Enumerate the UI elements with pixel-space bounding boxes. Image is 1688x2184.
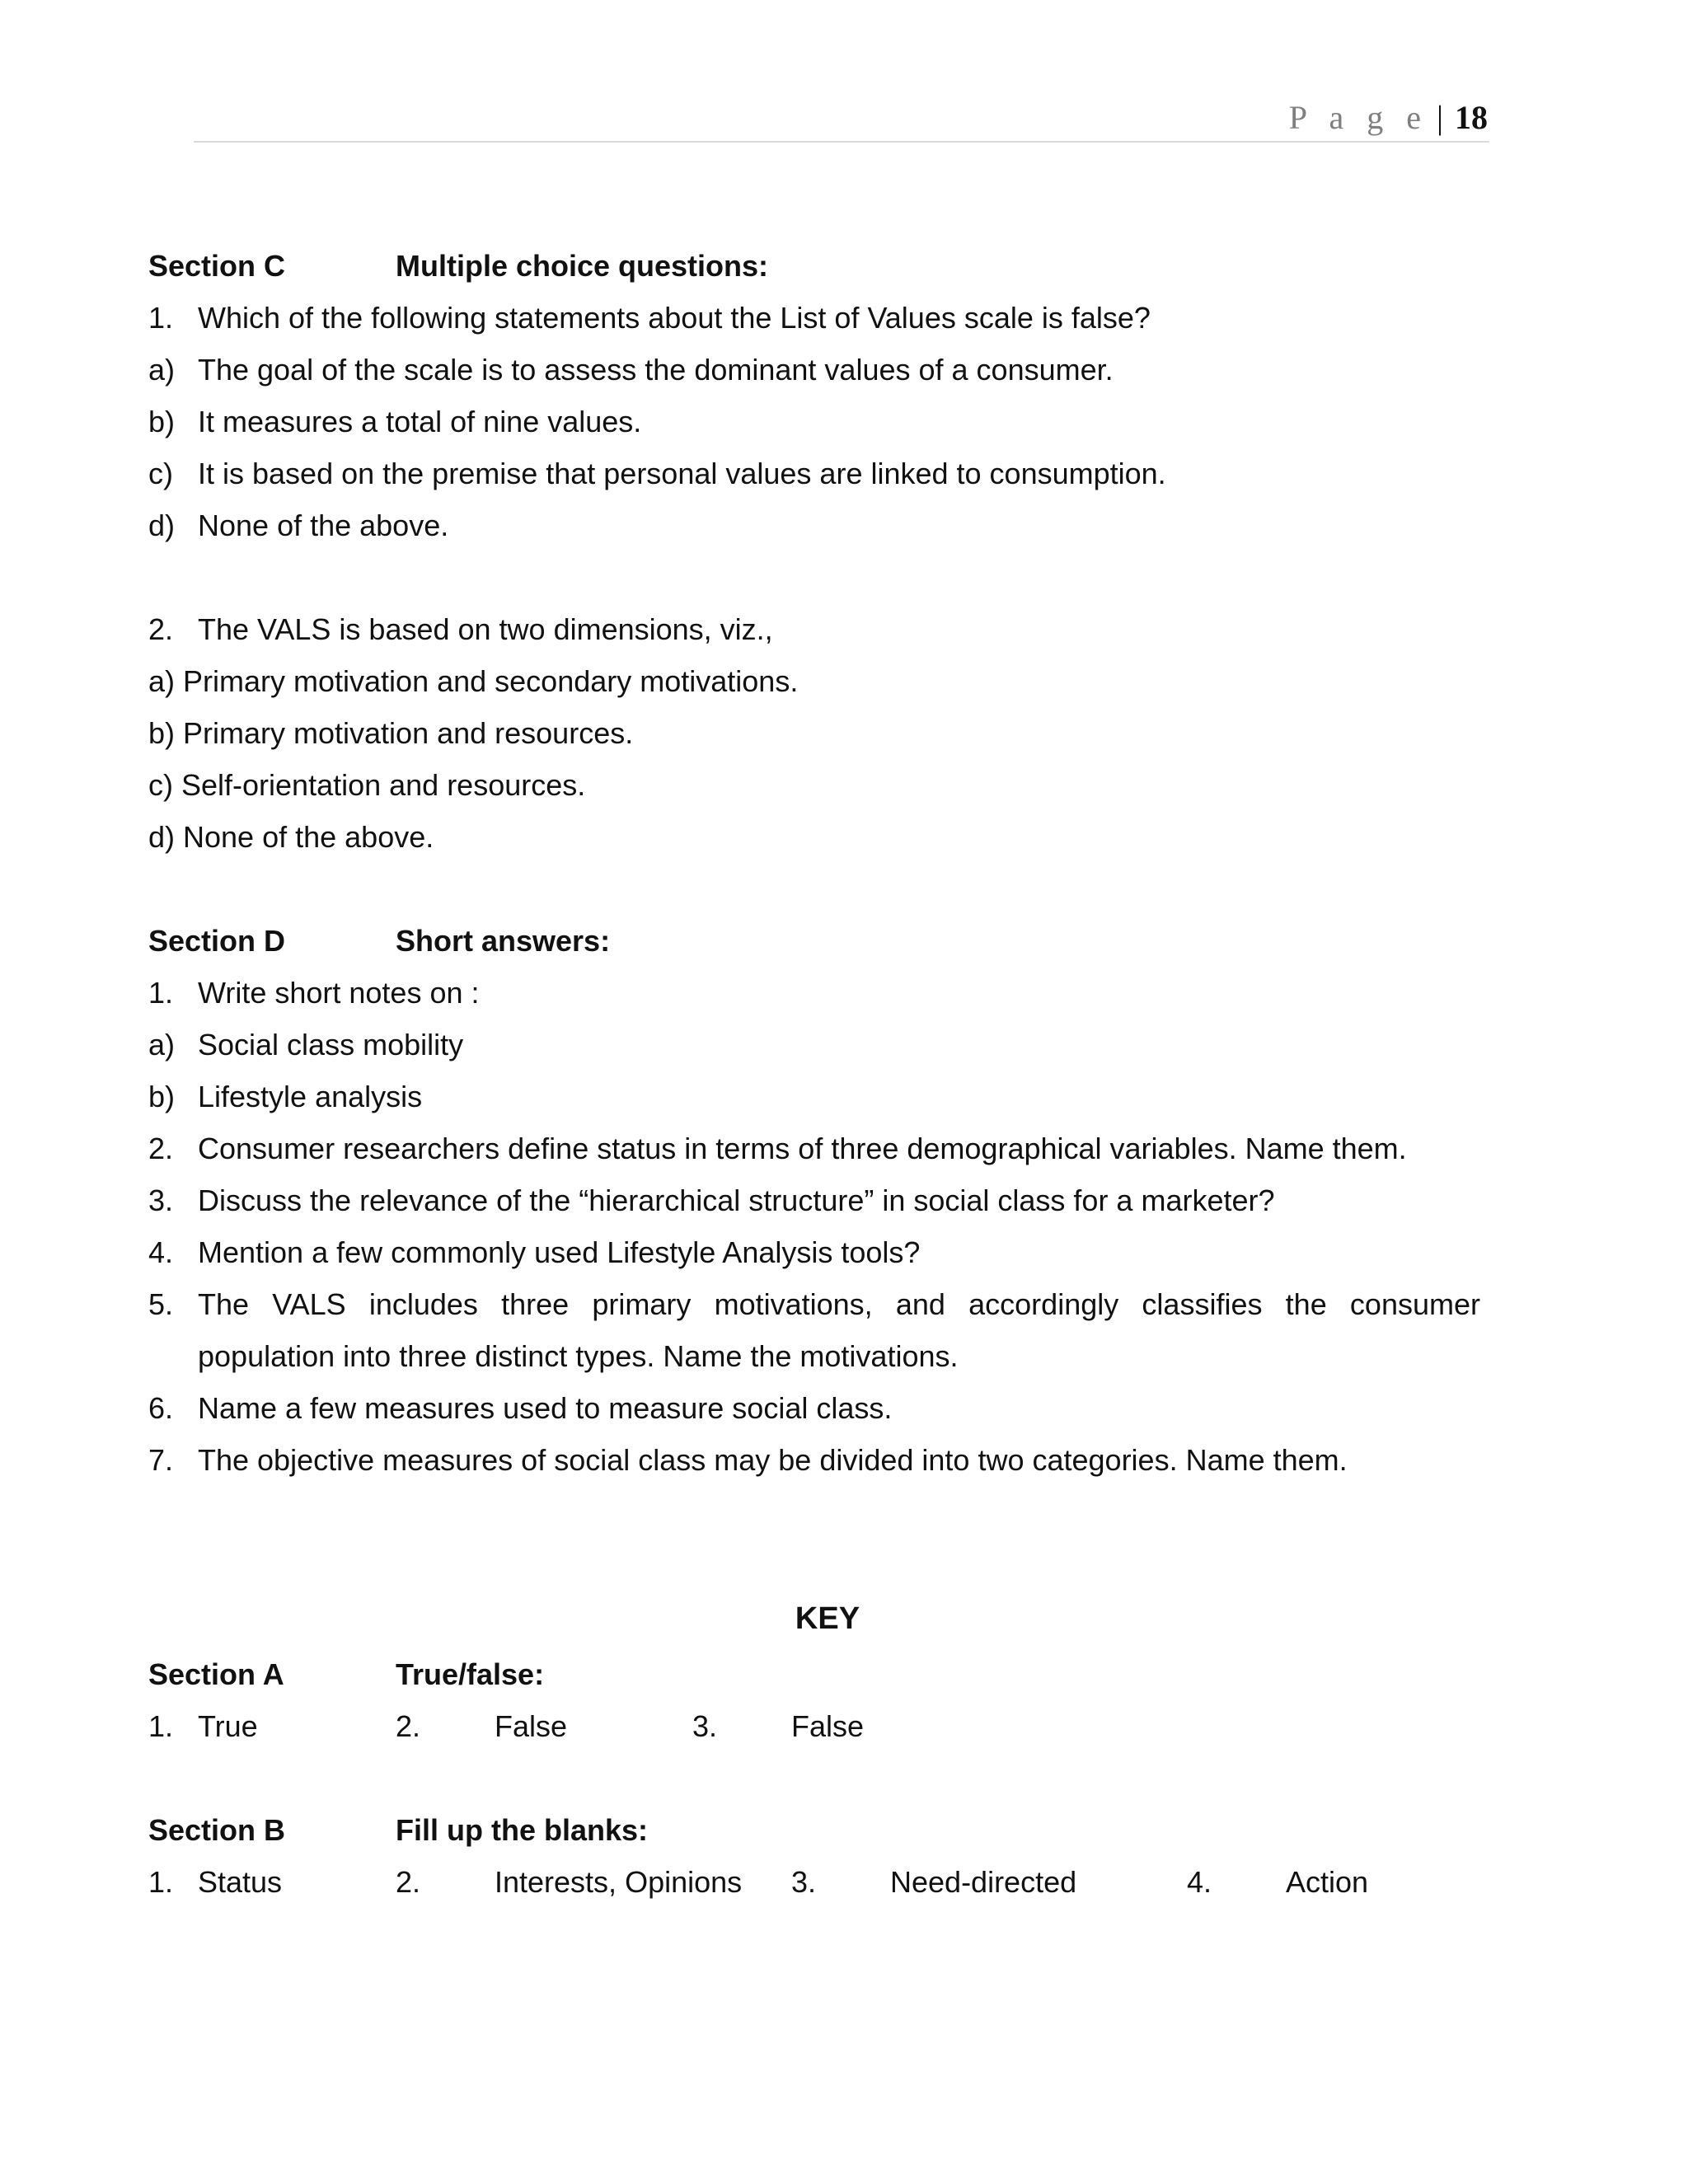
key-section-a-heading bbox=[148, 1657, 545, 1693]
item-number: 3. bbox=[148, 1183, 174, 1217]
key-section-a-answers bbox=[148, 1708, 1484, 1745]
answer-number: 2. bbox=[396, 1709, 421, 1743]
item-text: population into three distinct types. Name the motivations. bbox=[198, 1339, 959, 1373]
option-letter: a) bbox=[148, 353, 176, 387]
item-number: 7. bbox=[148, 1443, 174, 1477]
item-number: a) bbox=[148, 1028, 176, 1062]
section-d-title: Short answers: bbox=[396, 924, 611, 958]
section-d-heading bbox=[148, 923, 611, 959]
answer-number: 1. bbox=[148, 1865, 174, 1899]
key-section-b-label: Section B bbox=[148, 1813, 286, 1847]
answer-text: False bbox=[495, 1709, 568, 1743]
option-text: It is based on the premise that personal values are linked to consumption. bbox=[198, 457, 1166, 490]
page-number bbox=[1289, 95, 1488, 141]
item-text: Social class mobility bbox=[198, 1028, 464, 1062]
question-number: 1. bbox=[148, 301, 174, 335]
mcq2-option-a: a) Primary motivation and secondary motivations. bbox=[148, 664, 799, 698]
key-section-b-heading bbox=[148, 1812, 649, 1849]
section-c-label: Section C bbox=[148, 249, 286, 283]
page-separator: | bbox=[1436, 99, 1443, 136]
item-text: Consumer researchers define status in terms of three demographical variables. Name them. bbox=[198, 1132, 1407, 1165]
page-label: P a g e bbox=[1288, 99, 1428, 136]
answer-number: 3. bbox=[791, 1865, 817, 1899]
answer-text: True bbox=[198, 1709, 258, 1743]
item-text: Mention a few commonly used Lifestyle Analysis tools? bbox=[198, 1235, 921, 1269]
section-c-title: Multiple choice questions: bbox=[396, 249, 769, 283]
option-letter: b) bbox=[148, 405, 176, 438]
answer-text: Need-directed bbox=[890, 1865, 1077, 1899]
question-text: Which of the following statements about the List of Values scale is false? bbox=[198, 301, 1151, 335]
item-text: Discuss the relevance of the “hierarchical structure” in social class for a marketer? bbox=[198, 1183, 1275, 1217]
item-number: 1. bbox=[148, 976, 174, 1010]
item-text: The VALS includes three primary motivations, and accordingly classifies the consumer bbox=[198, 1287, 1480, 1321]
answer-text: Status bbox=[198, 1865, 283, 1899]
answer-text: Action bbox=[1286, 1865, 1369, 1899]
key-section-a-label: Section A bbox=[148, 1657, 284, 1691]
page-number-value: 18 bbox=[1455, 99, 1488, 136]
item-text: Lifestyle analysis bbox=[198, 1080, 423, 1113]
mcq2-option-c: c) Self-orientation and resources. bbox=[148, 768, 586, 802]
key-section-b-title: Fill up the blanks: bbox=[396, 1813, 649, 1847]
answer-number: 2. bbox=[396, 1865, 421, 1899]
item-text: Name a few measures used to measure social class. bbox=[198, 1391, 893, 1425]
answer-number: 1. bbox=[148, 1709, 174, 1743]
page-header bbox=[194, 95, 1489, 143]
item-number: 6. bbox=[148, 1391, 174, 1425]
key-section-a-title: True/false: bbox=[396, 1657, 545, 1691]
answer-number: 3. bbox=[692, 1709, 718, 1743]
item-number: 4. bbox=[148, 1235, 174, 1269]
option-text: The goal of the scale is to assess the dominant values of a consumer. bbox=[198, 353, 1114, 387]
item-number: 2. bbox=[148, 1132, 174, 1165]
item-text: The objective measures of social class may be divided into two categories. Name them. bbox=[198, 1443, 1348, 1477]
mcq2-option-d: d) None of the above. bbox=[148, 820, 434, 854]
section-d-label: Section D bbox=[148, 924, 286, 958]
question-text: The VALS is based on two dimensions, viz., bbox=[198, 612, 773, 646]
question-number: 2. bbox=[148, 612, 174, 646]
answer-number: 4. bbox=[1187, 1865, 1212, 1899]
key-section-b-answers bbox=[148, 1864, 1484, 1900]
item-number: 5. bbox=[148, 1287, 174, 1321]
item-text: Write short notes on : bbox=[198, 976, 480, 1010]
item-number: b) bbox=[148, 1080, 176, 1113]
mcq2-option-b: b) Primary motivation and resources. bbox=[148, 716, 634, 750]
section-c-heading bbox=[148, 248, 769, 284]
answer-text: Interests, Opinions bbox=[495, 1865, 743, 1899]
option-text: None of the above. bbox=[198, 509, 449, 542]
option-letter: c) bbox=[148, 457, 173, 490]
answer-text: False bbox=[791, 1709, 865, 1743]
option-text: It measures a total of nine values. bbox=[198, 405, 642, 438]
key-title: KEY bbox=[795, 1601, 860, 1636]
option-letter: d) bbox=[148, 509, 176, 542]
